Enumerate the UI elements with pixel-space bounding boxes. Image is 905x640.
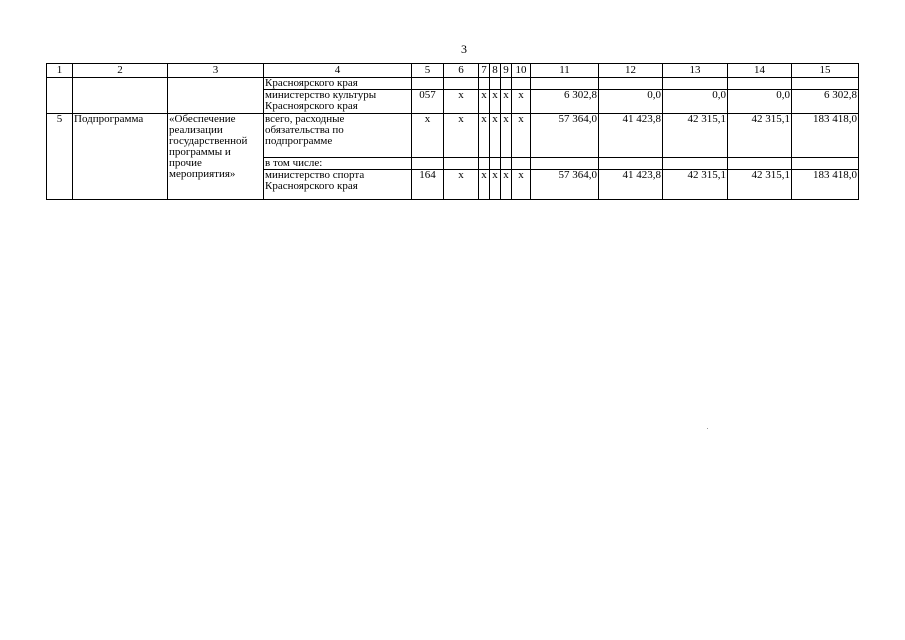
cell-value: х <box>512 114 531 158</box>
cell-value: х <box>444 90 479 114</box>
table-row <box>47 78 859 90</box>
budget-table <box>46 63 859 200</box>
recipient-line: обязательства по <box>265 124 344 136</box>
recipient-line: министерство культуры <box>265 89 377 101</box>
cell-value: х <box>501 114 512 158</box>
col-header-7: 7 <box>479 64 490 78</box>
cell-value: х <box>512 90 531 114</box>
cell-value: х <box>490 170 501 200</box>
cell-value: х <box>501 90 512 114</box>
col-header-2: 2 <box>73 64 168 78</box>
col-header-12: 12 <box>599 64 663 78</box>
cell-amount: 42 315,1 <box>663 114 728 158</box>
cell-value: х <box>490 90 501 114</box>
cell-value: х <box>490 114 501 158</box>
cell-amount: 42 315,1 <box>728 114 792 158</box>
cell-amount: 0,0 <box>599 90 663 114</box>
cell-amount: 41 423,8 <box>599 170 663 200</box>
col-header-11: 11 <box>531 64 599 78</box>
col-header-6: 6 <box>444 64 479 78</box>
cell-grbs: 164 <box>412 170 444 200</box>
cell-value: х <box>479 170 490 200</box>
col-header-1: 1 <box>47 64 73 78</box>
cell-value: х <box>479 90 490 114</box>
col-header-14: 14 <box>728 64 792 78</box>
cell-row-number: 5 <box>47 114 73 200</box>
col-header-9: 9 <box>501 64 512 78</box>
cell-amount: 183 418,0 <box>792 114 859 158</box>
col-header-13: 13 <box>663 64 728 78</box>
table-row <box>47 114 859 158</box>
subprogram-name-line: мероприятия» <box>169 168 236 180</box>
subprogram-name-line: государственной <box>169 135 248 147</box>
col-header-15: 15 <box>792 64 859 78</box>
cell-amount: 0,0 <box>663 90 728 114</box>
cell-grbs: х <box>412 114 444 158</box>
cell-value: х <box>512 170 531 200</box>
cell-amount: 42 315,1 <box>663 170 728 200</box>
col-header-4: 4 <box>264 64 412 78</box>
cell-including: в том числе: <box>264 158 412 170</box>
cell-recipient-cont: Красноярского края <box>264 78 412 90</box>
recipient-line: Красноярского края <box>265 180 358 192</box>
cell-value: х <box>479 114 490 158</box>
cell-value: х <box>501 170 512 200</box>
cell-grbs: 057 <box>412 90 444 114</box>
recipient-line: Красноярского края <box>265 100 358 112</box>
cell-recipient <box>264 170 412 200</box>
cell-amount: 6 302,8 <box>531 90 599 114</box>
cell-recipient <box>264 114 412 158</box>
cell-amount: 0,0 <box>728 90 792 114</box>
recipient-line: министерство спорта <box>265 169 365 181</box>
header-row <box>47 64 859 78</box>
col-header-5: 5 <box>412 64 444 78</box>
cell-amount: 42 315,1 <box>728 170 792 200</box>
cell-amount: 41 423,8 <box>599 114 663 158</box>
scan-speck <box>707 428 708 429</box>
cell-recipient <box>264 90 412 114</box>
cell-amount: 6 302,8 <box>792 90 859 114</box>
recipient-line: подпрограмме <box>265 135 333 147</box>
cell-amount: 57 364,0 <box>531 170 599 200</box>
col-header-3: 3 <box>168 64 264 78</box>
subprogram-name-line: реализации <box>169 124 223 136</box>
cell-status: Подпрограмма <box>73 114 168 200</box>
subprogram-name-line: программы и <box>169 146 231 158</box>
page-number: 3 <box>461 42 467 56</box>
cell-value: х <box>444 114 479 158</box>
cell-subprogram-name <box>168 114 264 200</box>
cell-amount: 183 418,0 <box>792 170 859 200</box>
cell-amount: 57 364,0 <box>531 114 599 158</box>
recipient-line: всего, расходные <box>265 113 345 125</box>
subprogram-name-line: «Обеспечение <box>169 113 236 125</box>
subprogram-name-line: прочие <box>169 157 202 169</box>
col-header-10: 10 <box>512 64 531 78</box>
cell-value: х <box>444 170 479 200</box>
col-header-8: 8 <box>490 64 501 78</box>
